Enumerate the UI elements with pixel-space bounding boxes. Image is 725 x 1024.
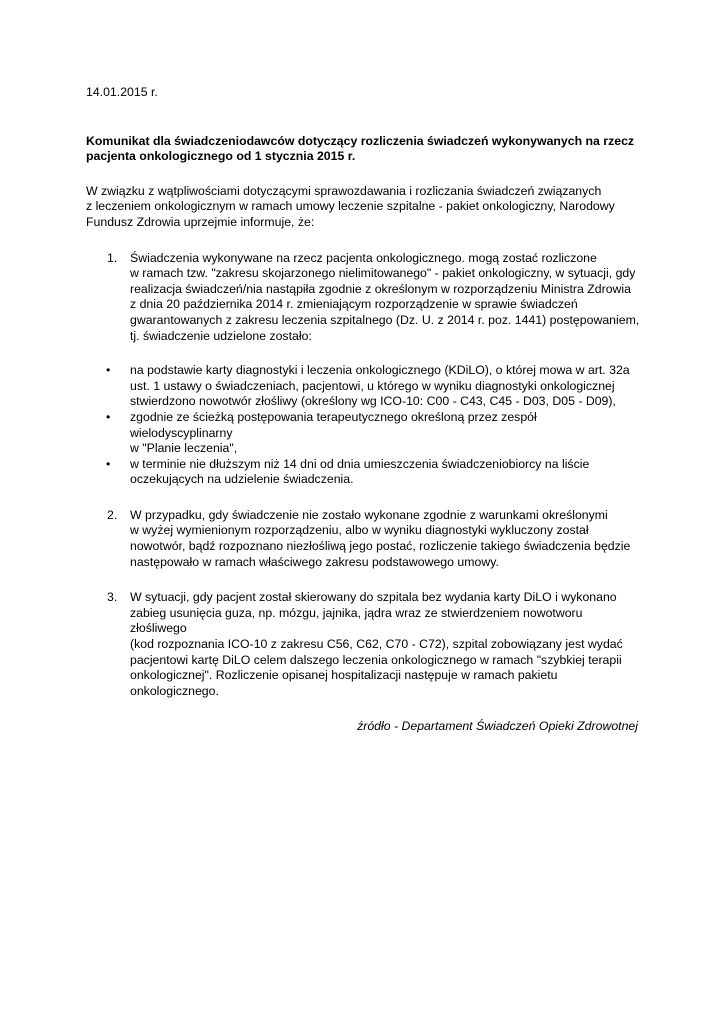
intro-line: Fundusz Zdrowia uprzejmie informuje, że:: [86, 214, 315, 229]
bullet-list: [86, 363, 641, 488]
numbered-item: [86, 590, 641, 699]
item-line: w wyżej wymienionym rozporządzeniu, albo w wyniku diagnostyki wykluczony został: [130, 523, 589, 538]
item-number: 2.: [107, 507, 118, 522]
item-line: realizacja świadczeń/nia nastąpiła zgodnie z określonym w rozporządzeniu Ministra Zdrowia: [130, 281, 631, 296]
bullet-line: oczekujących na udzielenie świadczenia.: [130, 472, 354, 487]
item-line: W sytuacji, gdy pacjent został skierowany do szpitala bez wydania karty DiLO i wykonano: [130, 590, 617, 605]
intro-line: W związku z wątpliwościami dotyczącymi sprawozdawania i rozliczania świadczeń związanych: [86, 183, 602, 198]
numbered-list: [86, 251, 641, 345]
bullet-line: ust. 1 ustawy o świadczeniach, pacjentowi, u którego w wyniku diagnostyki onkologicznej: [130, 378, 615, 393]
item-line: pacjentowi kartę DiLO celem dalszego leczenia onkologicznego w ramach "szybkiej terapii: [130, 652, 622, 667]
document-page: [86, 85, 641, 735]
intro-line: z leczeniem onkologicznym w ramach umowy leczenie szpitalne - pakiet onkologiczny, Narodowy: [86, 199, 615, 214]
item-line: nowotwór, bądź rozpoznano niezłośliwą jego postać, rozliczenie takiego świadczenia będzie: [130, 539, 631, 554]
item-line: z dnia 20 października 2014 r. zmieniającym rozporządzenie w sprawie świadczeń: [130, 297, 578, 312]
bullet-icon: •: [106, 363, 111, 378]
bullet-item: [86, 410, 641, 457]
numbered-item: [86, 251, 641, 345]
item-line: zabieg usunięcia guza, np. mózgu, jajnika, jądra wraz ze stwierdzeniem nowotworu złośliwego: [130, 605, 583, 636]
intro-paragraph: [86, 184, 641, 231]
numbered-item: [86, 508, 641, 570]
item-line: tj. świadczenie udzielone zostało:: [130, 328, 312, 343]
source-attribution: źródło - Departament Świadczeń Opieki Zdrowotnej: [357, 719, 638, 734]
item-line: (kod rozpoznania ICO-10 z zakresu C56, C62, C70 - C72), szpital zobowiązany jest wydać: [130, 637, 623, 652]
bullet-item: [86, 457, 641, 488]
bullet-line: stwierdzono nowotwór złośliwy (określony wg ICO-10: C00 - C43, C45 - D03, D05 - D09),: [130, 394, 616, 409]
document-title: [86, 134, 641, 165]
bullet-item: [86, 363, 641, 410]
title-line: Komunikat dla świadczeniodawców dotyczący rozliczenia świadczeń wykonywanych na rzecz: [86, 133, 635, 148]
bullet-line: w terminie nie dłuższym niż 14 dni od dnia umieszczenia świadczeniobiorcy na liście: [130, 456, 590, 471]
document-date: 14.01.2015 r.: [86, 85, 158, 99]
title-line: pacjenta onkologicznego od 1 stycznia 2015 r.: [86, 149, 356, 164]
numbered-list-continued: [86, 508, 641, 700]
item-line: następowało w ramach właściwego zakresu podstawowego umowy.: [130, 554, 499, 569]
item-number: 3.: [107, 590, 118, 605]
bullet-line: zgodnie ze ścieżką postępowania terapeutycznego określoną przez zespół wielodyscyplinarny: [130, 409, 537, 440]
bullet-line: w "Planie leczenia",: [130, 441, 238, 456]
item-line: Świadczenia wykonywane na rzecz pacjenta onkologicznego. mogą zostać rozliczone: [130, 250, 597, 265]
item-line: W przypadku, gdy świadczenie nie zostało wykonane zgodnie z warunkami określonymi: [130, 507, 608, 522]
item-line: gwarantowanych z zakresu leczenia szpitalnego (Dz. U. z 2014 r. poz. 1441) postępowaniem,: [130, 312, 640, 327]
item-number: 1.: [107, 250, 118, 265]
item-line: w ramach tzw. "zakresu skojarzonego nielimitowanego" - pakiet onkologiczny, w sytuacji, gdy: [130, 266, 636, 281]
bullet-icon: •: [106, 409, 111, 424]
bullet-icon: •: [106, 456, 111, 471]
item-line: onkologicznej". Rozliczenie opisanej hospitalizacji następuje w ramach pakietu: [130, 668, 558, 683]
item-line: onkologicznego.: [130, 683, 219, 698]
bullet-line: na podstawie karty diagnostyki i leczenia onkologicznego (KDiLO), o której mowa w art. 32a: [130, 363, 630, 378]
